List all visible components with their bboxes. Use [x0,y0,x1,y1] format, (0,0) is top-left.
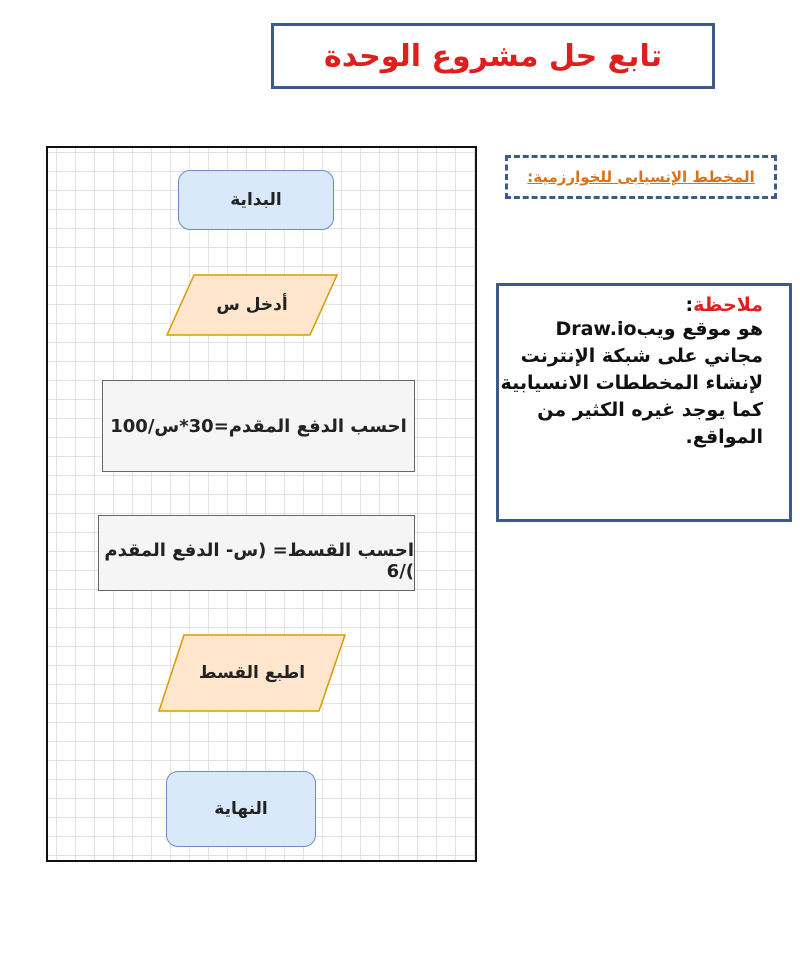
note-line-3: لإنشاء المخططات الانسيابية [500,372,763,394]
note-heading: ملاحظة [693,294,763,316]
start-label: البداية [230,190,282,210]
input-label: أدخل س [216,295,288,315]
process-down-payment [102,380,415,472]
start-terminal [178,170,334,230]
end-terminal [166,771,316,847]
process-installment-label: احسب القسط= (س- الدفع المقدم )/6 [104,540,414,582]
input-parallelogram [166,274,338,336]
end-label: النهاية [214,799,268,819]
note-box [496,283,792,522]
note-line-1-text: هو موقع ويب [636,318,763,340]
note-line-2: مجاني على شبكة الإنترنت [520,345,763,367]
output-parallelogram [158,634,346,712]
page-title: تابع حل مشروع الوحدة [324,38,662,74]
process-installment [98,515,415,591]
note-line-1 [511,316,763,343]
flowchart-canvas [46,146,477,862]
note-heading-row [511,294,763,316]
note-line-4: كما يوجد غيره الكثير من [537,399,763,421]
page-title-box [271,23,715,89]
process-down-payment-label: احسب الدفع المقدم=30*س/100 [110,415,407,437]
subtitle-box [505,155,777,199]
output-label: اطبع القسط [198,663,306,683]
note-colon: : [685,294,694,316]
subtitle: المخطط الإنسيابى للخوارزمية: [527,168,755,186]
note-brand: Draw.io [555,318,637,340]
note-line-5: المواقع. [685,426,763,448]
